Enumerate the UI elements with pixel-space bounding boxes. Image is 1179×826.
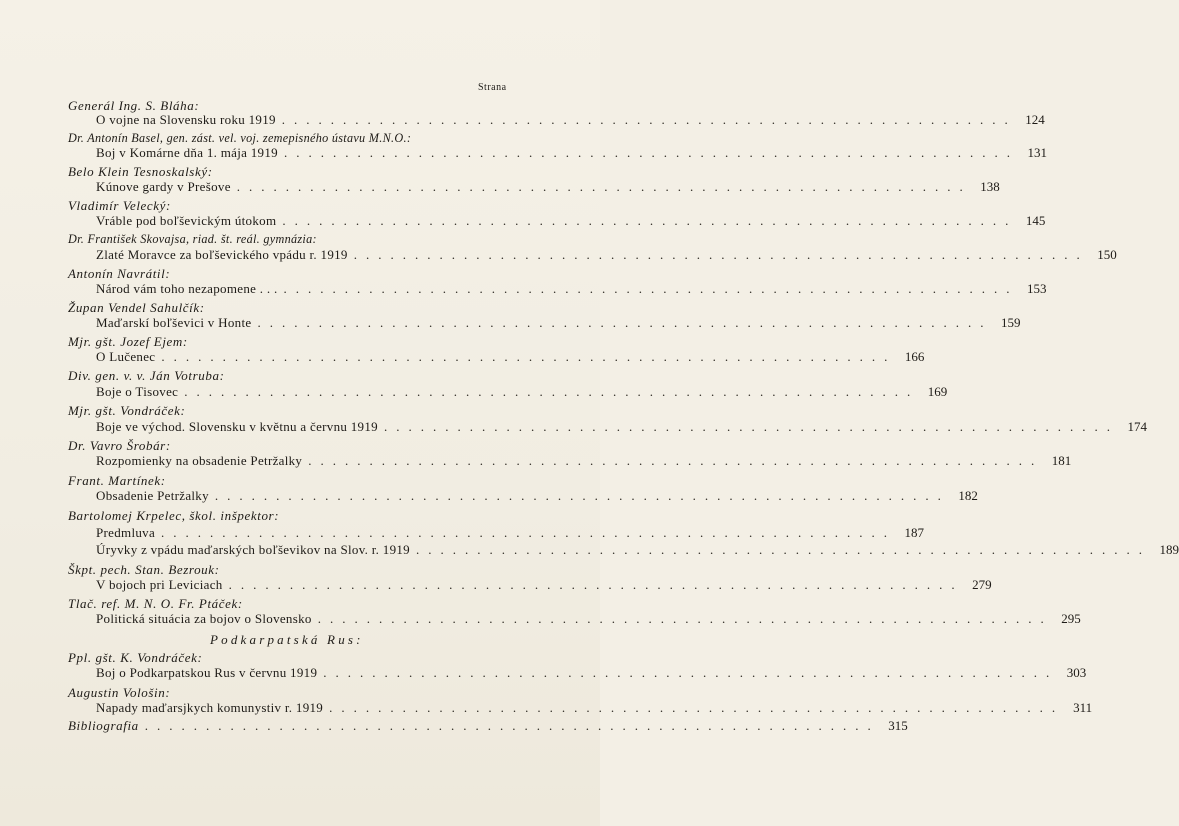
entry-author: Generál Ing. S. Bláha: bbox=[68, 98, 200, 113]
dot-leader: ............................................................ bbox=[283, 145, 1019, 160]
dot-leader: ............................................................ bbox=[415, 542, 1151, 557]
dot-leader: ............................................................ bbox=[308, 453, 1044, 468]
toc-line bbox=[96, 611, 1081, 629]
toc-line bbox=[96, 384, 948, 402]
entry-title: Maďarskí boľševici v Honte bbox=[96, 315, 252, 330]
dot-leader: ............................................................ bbox=[329, 700, 1065, 715]
entry-title: V bojoch pri Leviciach bbox=[96, 577, 223, 592]
page-number: 295 bbox=[1061, 611, 1081, 626]
entry-author: Dr. František Skovajsa, riad. št. reál. gymnázia: bbox=[68, 232, 317, 246]
dot-leader: ............................................................ bbox=[184, 384, 920, 399]
page-number: 150 bbox=[1097, 247, 1117, 262]
toc-line bbox=[96, 281, 1047, 299]
dot-leader: ............................................................ bbox=[353, 247, 1089, 262]
entry-author: Dr. Vavro Šrobár: bbox=[68, 438, 171, 453]
entry-author: Div. gen. v. v. Ján Votruba: bbox=[68, 368, 225, 383]
page-number: 311 bbox=[1073, 700, 1093, 715]
toc-line bbox=[96, 542, 1179, 560]
entry-title: Boje ve východ. Slovensku v květnu a červnu 1919 bbox=[96, 419, 378, 434]
entry-title: Boj o Podkarpatskou Rus v červnu 1919 bbox=[96, 665, 318, 680]
dot-leader: ............................................................ bbox=[281, 112, 1017, 127]
page-column-label: Strana bbox=[478, 82, 507, 93]
page-number: 187 bbox=[904, 525, 925, 540]
toc-line bbox=[96, 419, 1147, 437]
entry-title: Obsadenie Petržalky bbox=[96, 488, 209, 503]
entry-title: Kúnove gardy v Prešove bbox=[96, 179, 231, 194]
dot-leader: ............................................................ bbox=[283, 281, 1019, 296]
dot-leader: ............................................................ bbox=[161, 349, 897, 364]
entry-author: Ppl. gšt. K. Vondráček: bbox=[68, 650, 203, 665]
dot-leader: ............................................................ bbox=[236, 179, 972, 194]
dot-leader: ............................................................ bbox=[317, 611, 1053, 626]
bibliography-line bbox=[68, 718, 908, 736]
page-number: 182 bbox=[958, 488, 978, 503]
page-number: 169 bbox=[927, 384, 948, 399]
entry-author: Belo Klein Tesnoskalský: bbox=[68, 164, 213, 179]
entry-author: Dr. Antonín Basel, gen. zást. vel. voj. zemepisného ústavu M.N.O.: bbox=[68, 131, 412, 145]
page-number: 279 bbox=[972, 577, 992, 592]
dot-leader: ............................................................ bbox=[144, 718, 880, 733]
entry-title: Predmluva bbox=[96, 525, 156, 540]
page-number: 131 bbox=[1027, 145, 1047, 160]
page-number: 166 bbox=[904, 349, 925, 364]
toc-line bbox=[96, 247, 1117, 265]
page-number: 181 bbox=[1051, 453, 1072, 468]
toc-line bbox=[96, 577, 992, 595]
toc-line bbox=[96, 700, 1093, 718]
entry-title: Napady maďarsjkych komunystiv r. 1919 bbox=[96, 700, 324, 715]
dot-leader: ............................................................ bbox=[161, 525, 897, 540]
page-number: 303 bbox=[1066, 665, 1087, 680]
toc-line bbox=[96, 112, 1045, 130]
page-number: 145 bbox=[1025, 213, 1046, 228]
entry-title: Bibliografia bbox=[68, 718, 139, 733]
page-number: 124 bbox=[1025, 112, 1045, 127]
section-heading: Podkarpatská Rus: bbox=[210, 632, 364, 647]
entry-title: Národ vám toho nezapomene . . . bbox=[96, 281, 278, 296]
dot-leader: ............................................................ bbox=[228, 577, 964, 592]
toc-line bbox=[96, 315, 1021, 333]
page-number: 153 bbox=[1027, 281, 1047, 296]
page-number: 138 bbox=[980, 179, 1000, 194]
entry-title: O Lučenec bbox=[96, 349, 156, 364]
entry-author: Frant. Martínek: bbox=[68, 473, 166, 488]
dot-leader: ............................................................ bbox=[214, 488, 950, 503]
toc-line bbox=[96, 525, 925, 543]
entry-title: Úryvky z vpádu maďarských boľševikov na Slov. r. 1919 bbox=[96, 542, 410, 557]
page-number: 174 bbox=[1127, 419, 1147, 434]
page-number: 159 bbox=[1000, 315, 1021, 330]
entry-title: Zlaté Moravce za boľševického vpádu r. 1919 bbox=[96, 247, 348, 262]
dot-leader: ............................................................ bbox=[257, 315, 993, 330]
toc-line bbox=[96, 213, 1046, 231]
page-number: 189 bbox=[1159, 542, 1179, 557]
entry-author: Bartolomej Krpelec, škol. inšpektor: bbox=[68, 508, 280, 523]
toc-line bbox=[96, 488, 978, 506]
entry-author: Antonín Navrátil: bbox=[68, 266, 171, 281]
entry-title: Vráble pod boľševickým útokom bbox=[96, 213, 277, 228]
entry-title: Politická situácia za bojov o Slovensko bbox=[96, 611, 312, 626]
entry-author: Augustin Vološin: bbox=[68, 685, 171, 700]
entry-author: Župan Vendel Sahulčík: bbox=[68, 300, 205, 315]
entry-title: O vojne na Slovensku roku 1919 bbox=[96, 112, 276, 127]
entry-author: Škpt. pech. Stan. Bezrouk: bbox=[68, 562, 220, 577]
dot-leader: ............................................................ bbox=[282, 213, 1018, 228]
toc-line bbox=[96, 349, 925, 367]
entry-author: Tlač. ref. M. N. O. Fr. Ptáček: bbox=[68, 596, 243, 611]
dot-leader: ............................................................ bbox=[323, 665, 1059, 680]
dot-leader: ............................................................ bbox=[383, 419, 1119, 434]
entry-title: Rozpomienky na obsadenie Petržalky bbox=[96, 453, 303, 468]
toc-line bbox=[96, 145, 1047, 163]
toc-line bbox=[96, 179, 1000, 197]
entry-author: Mjr. gšt. Vondráček: bbox=[68, 403, 186, 418]
entry-author: Mjr. gšt. Jozef Ejem: bbox=[68, 334, 188, 349]
page-number: 315 bbox=[888, 718, 908, 733]
entry-author: Vladimír Velecký: bbox=[68, 198, 171, 213]
toc-line bbox=[96, 665, 1087, 683]
entry-title: Boj v Komárne dňa 1. mája 1919 bbox=[96, 145, 278, 160]
toc-line bbox=[96, 453, 1072, 471]
entry-title: Boje o Tisovec bbox=[96, 384, 179, 399]
